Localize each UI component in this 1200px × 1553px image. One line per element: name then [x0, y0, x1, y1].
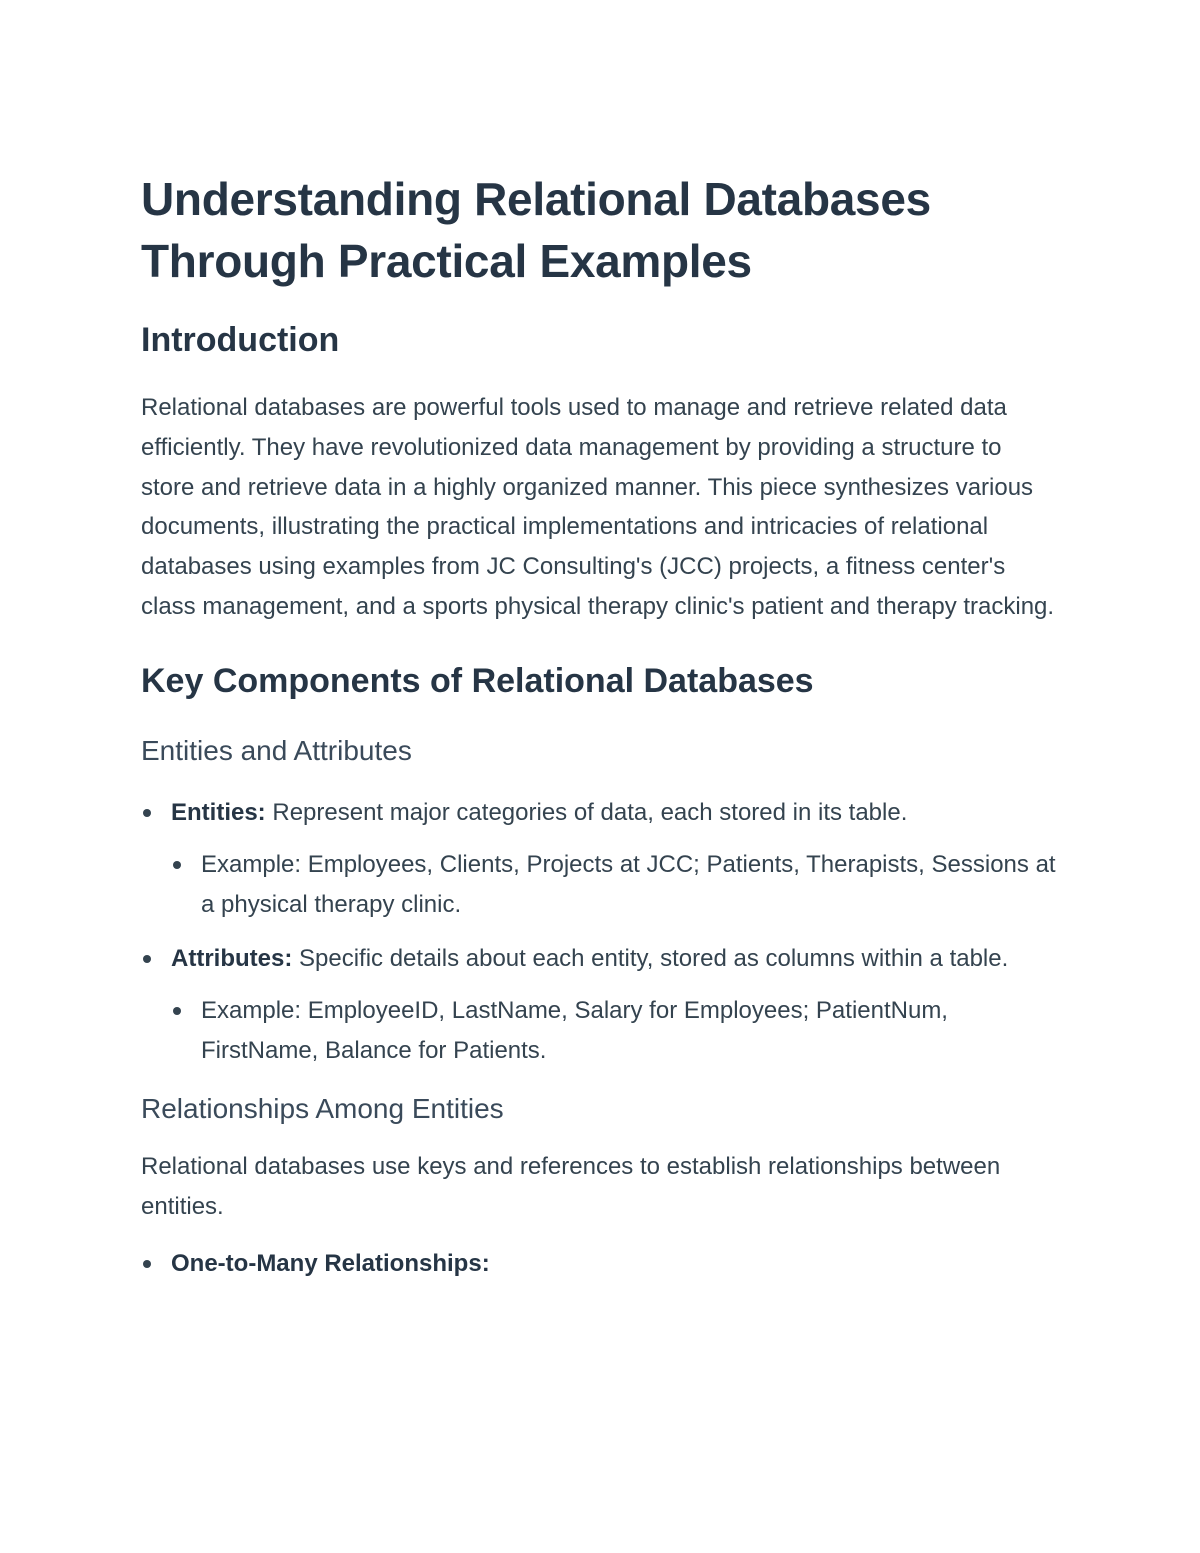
entities-attributes-heading: Entities and Attributes [141, 734, 412, 766]
document-page [141, 168, 1061, 1284]
relationships-paragraph: Relational databases use keys and references to establish relationships between entities. [141, 1152, 1001, 1220]
example-attributes: Example: EmployeeID, LastName, Salary for Employees; PatientNum, FirstName, Balance for Patients. [201, 996, 948, 1064]
bullet-icon [143, 1260, 151, 1268]
list-item-one-to-many [141, 1244, 1061, 1284]
list-item-entities [141, 793, 1061, 833]
bullet-icon [173, 861, 181, 869]
bullet-icon [143, 955, 151, 963]
relationships-heading: Relationships Among Entities [141, 1092, 504, 1124]
entities-attributes-list [141, 793, 1061, 1071]
key-components-heading: Key Components of Relational Databases [141, 661, 814, 700]
definition-attributes: Specific details about each entity, stored as columns within a table. [292, 944, 1009, 972]
term-one-to-many: One-to-Many Relationships: [171, 1250, 490, 1278]
introduction-paragraph: Relational databases are powerful tools used to manage and retrieve related data efficiently. They have revolutionized data management by providing a structure to store and retrieve data in a highly organized manner. This piece synthesizes various documents, illustrating the practical implementations and intricacies of relational databases using examples from JC Consulting's (JCC) projects, a fitness center's class management, and a sports physical therapy clinic's patient and therapy tracking. [141, 394, 1055, 620]
introduction-heading: Introduction [141, 321, 340, 359]
title-line-2: Through Practical Examples [141, 235, 752, 287]
bullet-icon [143, 809, 151, 817]
example-entities: Example: Employees, Clients, Projects at JCC; Patients, Therapists, Sessions at a physical therapy clinic. [201, 850, 1056, 918]
list-item-entities-example [171, 845, 1061, 925]
relationships-list [141, 1244, 1061, 1284]
document-title [141, 168, 1061, 292]
bullet-icon [173, 1007, 181, 1015]
list-item-attributes-example [171, 991, 1061, 1071]
term-attributes: Attributes: [171, 944, 293, 972]
list-item-attributes [141, 939, 1061, 979]
definition-entities: Represent major categories of data, each stored in its table. [265, 798, 908, 826]
title-line-1: Understanding Relational Databases [141, 173, 931, 225]
term-entities: Entities: [171, 798, 266, 826]
